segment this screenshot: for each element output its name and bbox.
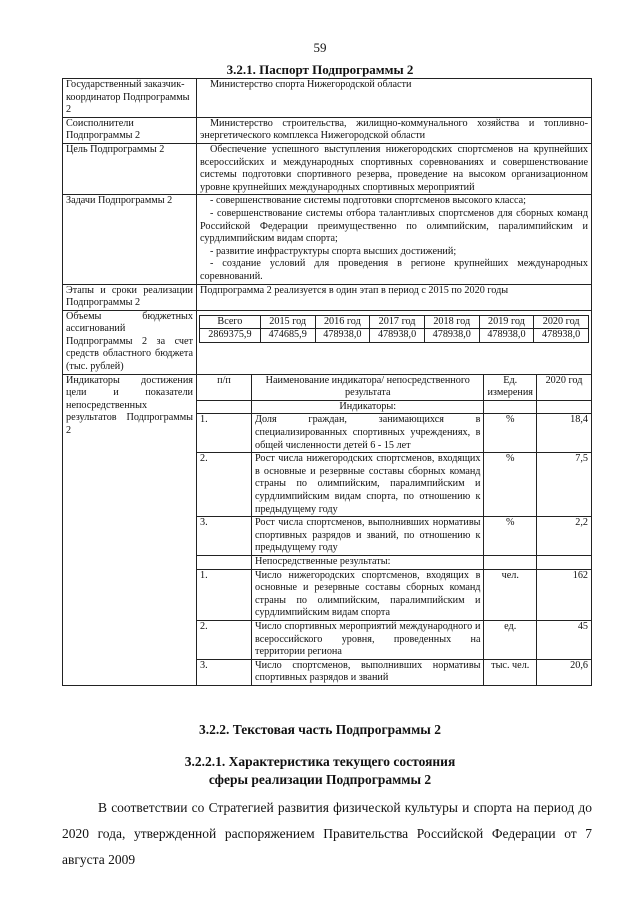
indicators-table: [197, 375, 591, 685]
group-title-row: [197, 555, 591, 569]
col-year-header: 2020 год: [537, 375, 592, 401]
row-num: 3.: [197, 659, 252, 685]
row-value: 2,2: [537, 517, 592, 556]
budget-header: 2015 год: [260, 315, 315, 329]
indicators-group-title: Индикаторы:: [252, 400, 484, 414]
indicators-header-row: [197, 375, 591, 401]
budget-value: 474685,9: [260, 329, 315, 343]
table-row: [197, 620, 591, 659]
row-unit: %: [484, 517, 537, 556]
budget-label: Объемы бюджетных ассигнований Подпрограммы 2 за счет средств областного бюджета (тыс. рублей): [63, 310, 197, 374]
body-paragraph: В соответствии со Стратегией развития физической культуры и спорта на период до 2020 года, утвержденной распоряжением Правительства Российской Федерации от 7 августа 2009: [62, 800, 592, 867]
customer-value: Министерство спорта Нижегородской области: [197, 79, 592, 118]
section-heading-322: 3.2.2. Текстовая часть Подпрограммы 2: [199, 722, 441, 737]
budget-header: Всего: [200, 315, 261, 329]
budget-value: 478938,0: [534, 329, 589, 343]
row-name: Число спортсменов, выполнивших нормативы спортивных разрядов и званий: [252, 659, 484, 685]
row-num: 3.: [197, 517, 252, 556]
task-item: - развитие инфраструктуры спорта высших достижений;: [210, 245, 457, 257]
table-row: [197, 517, 591, 556]
col-num-header: п/п: [197, 375, 252, 401]
row-value: 45: [537, 620, 592, 659]
task-item: - совершенствование системы подготовки спортсменов высокого класса;: [210, 195, 526, 207]
task-item: - создание условий для проведения в регионе крупнейших международных соревнований.: [200, 258, 588, 282]
row-unit: ед.: [484, 620, 537, 659]
row-value: 20,6: [537, 659, 592, 685]
indicators-label: Индикаторы достижения цели и показатели непосредственных результатов Подпрограммы 2: [63, 374, 197, 685]
budget-header: 2018 год: [424, 315, 479, 329]
section-heading-3221-line2: сферы реализации Подпрограммы 2: [208, 772, 432, 787]
table-row: [197, 453, 591, 517]
row-name: Число спортивных мероприятий международного и всероссийского уровня, проведенных на территории региона: [252, 620, 484, 659]
table-row: [197, 414, 591, 453]
row-name: Доля граждан, занимающихся в специализированных спортивных учреждениях, в общей численности детей 6 - 15 лет: [252, 414, 484, 453]
goal-label: Цель Подпрограммы 2: [63, 143, 197, 194]
goal-value: Обеспечение успешного выступления нижегородских спортсменов на крупнейших всероссийских и международных спортивных соревнованиях и совершенствование системы подготовки спортивного резерва, проведение на высоком организационном уровне крупнейших международных спортивных мероприятий: [197, 143, 592, 194]
budget-table: [199, 315, 589, 343]
col-unit-header: Ед. измерения: [484, 375, 537, 401]
budget-header: 2017 год: [370, 315, 425, 329]
customer-label: Государственный заказчик-координатор Подпрограммы 2: [63, 79, 197, 118]
stages-value: Подпрограмма 2 реализуется в один этап в период с 2015 по 2020 годы: [197, 284, 592, 310]
row-unit: %: [484, 414, 537, 453]
row-num: 1.: [197, 414, 252, 453]
tasks-value: [197, 195, 592, 284]
row-num: 1.: [197, 569, 252, 620]
row-unit: %: [484, 453, 537, 517]
stages-label: Этапы и сроки реализации Подпрограммы 2: [63, 284, 197, 310]
table-row: [197, 569, 591, 620]
budget-cell: [197, 310, 592, 374]
budget-value: 478938,0: [315, 329, 370, 343]
section-heading-3221-line1: 3.2.2.1. Характеристика текущего состояния: [184, 754, 456, 769]
row-customer: [63, 79, 592, 118]
budget-value: 2869375,9: [200, 329, 261, 343]
row-num: 2.: [197, 453, 252, 517]
coexecutors-value: Министерство строительства, жилищно-коммунального хозяйства и топливно-энергетического комплекса Нижегородской области: [197, 117, 592, 143]
row-value: 7,5: [537, 453, 592, 517]
row-unit: чел.: [484, 569, 537, 620]
passport-table: [62, 78, 592, 686]
budget-value: 478938,0: [370, 329, 425, 343]
row-tasks: [63, 195, 592, 284]
row-goal: [63, 143, 592, 194]
tasks-label: Задачи Подпрограммы 2: [63, 195, 197, 284]
row-name: Число нижегородских спортсменов, входящих в основные и резервные составы сборных команд страны по олимпийским, паралимпийским и сурдлимпийским видам спорта: [252, 569, 484, 620]
budget-value: 478938,0: [424, 329, 479, 343]
row-value: 18,4: [537, 414, 592, 453]
row-budget: [63, 310, 592, 374]
task-item: - совершенствование системы отбора талантливых спортсменов для сборных команд Российской Федерации преимущественно по олимпийским, паралимпийским и сурдлимпийским видам спорта;: [200, 207, 588, 245]
budget-header: 2016 год: [315, 315, 370, 329]
budget-header: 2019 год: [479, 315, 534, 329]
table-row: [197, 659, 591, 685]
group-title-row: [197, 400, 591, 414]
coexecutors-label: Соисполнители Подпрограммы 2: [63, 117, 197, 143]
row-value: 162: [537, 569, 592, 620]
budget-value-row: [200, 329, 589, 343]
row-unit: тыс. чел.: [484, 659, 537, 685]
page-number: 59: [313, 40, 327, 55]
row-num: 2.: [197, 620, 252, 659]
row-stages: [63, 284, 592, 310]
col-name-header: Наименование индикатора/ непосредственного результата: [252, 375, 484, 401]
budget-header: 2020 год: [534, 315, 589, 329]
row-name: Рост числа нижегородских спортсменов, входящих в основные и резервные составы сборных команд страны по олимпийским, паралимпийским и сурдлимпийским видам спорта, по отношению к предыдущему году: [252, 453, 484, 517]
passport-title: 3.2.1. Паспорт Подпрограммы 2: [226, 62, 414, 77]
row-coexecutors: [63, 117, 592, 143]
indicators-cell: [197, 374, 592, 685]
results-group-title: Непосредственные результаты:: [252, 555, 484, 569]
budget-value: 478938,0: [479, 329, 534, 343]
budget-header-row: [200, 315, 589, 329]
row-indicators: [63, 374, 592, 685]
row-name: Рост числа спортсменов, выполнивших нормативы спортивных разрядов и званий, по отношению к предыдущему году: [252, 517, 484, 556]
